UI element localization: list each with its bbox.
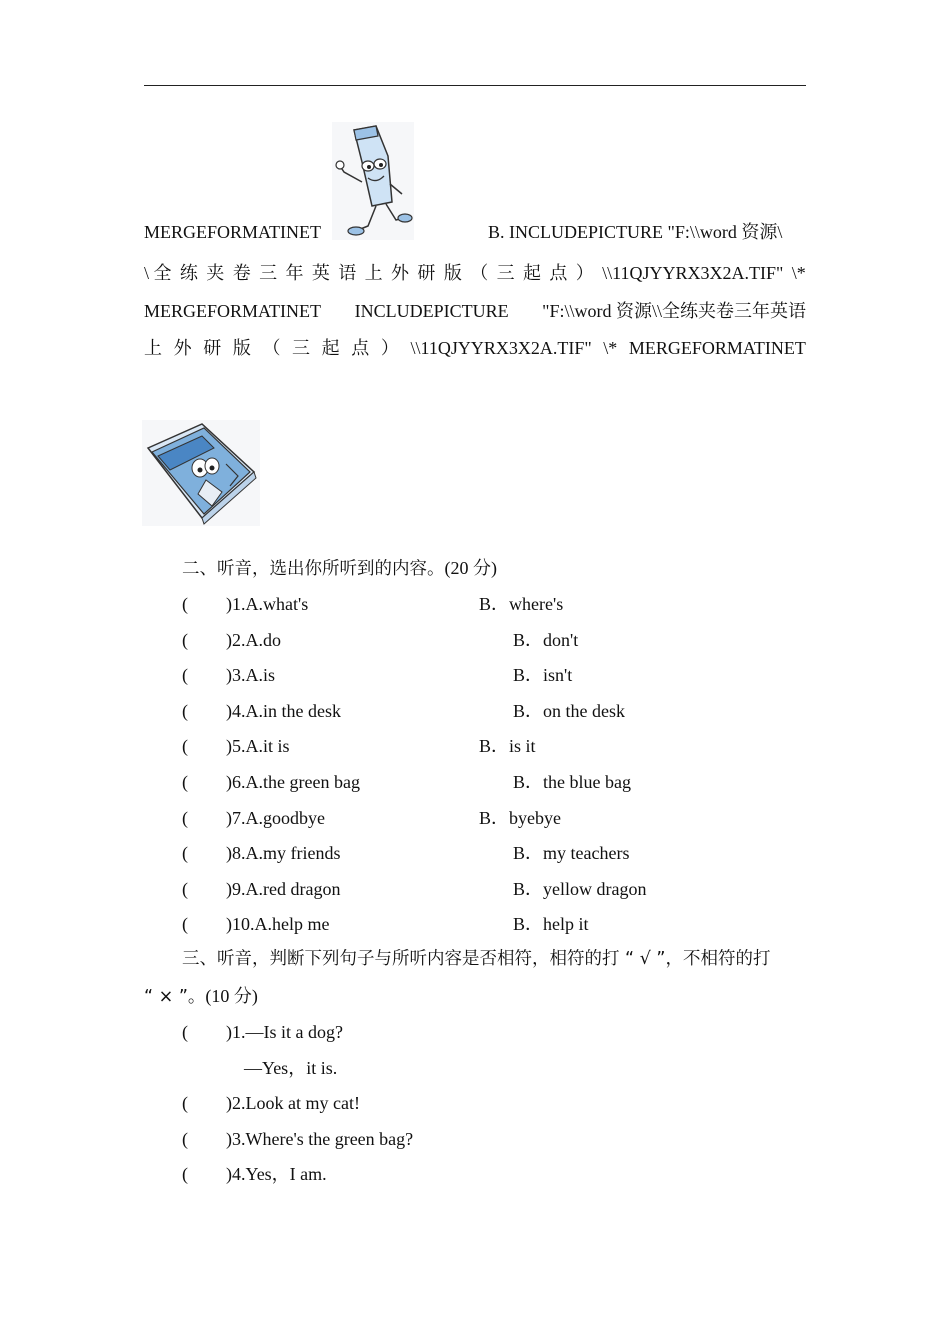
answer-blank-open-paren: ( bbox=[182, 736, 188, 757]
question-option-a: )6.A.the green bag bbox=[226, 772, 360, 792]
question-row bbox=[182, 593, 802, 615]
question-option-b: B．the blue bag bbox=[513, 772, 631, 792]
judgement-sentence: )2.Look at my cat! bbox=[226, 1093, 360, 1114]
question-option-a: )4.A.in the desk bbox=[226, 700, 341, 721]
section3-score: (10 分) bbox=[205, 986, 258, 1006]
question-option-a: )7.A.goodbye bbox=[226, 807, 325, 828]
judgement-sentence: )4.Yes，I am. bbox=[226, 1164, 327, 1185]
section3-heading-line2 bbox=[144, 985, 258, 1008]
question-row bbox=[182, 771, 802, 793]
question-option-b: B．don't bbox=[513, 629, 579, 650]
question-option-a: )8.A.my friends bbox=[226, 843, 341, 864]
field-code-line4-token: 研 bbox=[203, 338, 222, 358]
question-option-a: )1.A.what's bbox=[226, 594, 309, 614]
question-option-b: B．on the desk bbox=[513, 700, 625, 721]
question-option-a: )10.A.help me bbox=[226, 914, 330, 935]
field-code-line3-token: INCLUDEPICTURE bbox=[354, 301, 509, 321]
answer-blank-open-paren: ( bbox=[182, 594, 188, 614]
magazine-illustration bbox=[142, 420, 260, 526]
judgement-sentence: )3.Where's the green bag? bbox=[226, 1128, 414, 1149]
question-option-b: B．isn't bbox=[513, 665, 573, 686]
field-code-line4-token: 点 bbox=[351, 338, 370, 358]
field-code-line2-token: 研 bbox=[417, 263, 436, 283]
field-code-line4-token: 三 bbox=[292, 338, 311, 358]
answer-blank-open-paren: ( bbox=[182, 1093, 188, 1114]
question-row bbox=[182, 842, 802, 864]
section2-title: 二、听音，选出你所听到的内容。 bbox=[182, 559, 445, 579]
field-code-line4-token: 版 bbox=[232, 338, 251, 358]
field-code-line2-token: 夹 bbox=[206, 263, 225, 283]
section3-heading-line1 bbox=[182, 948, 770, 970]
answer-blank-open-paren: ( bbox=[182, 665, 188, 686]
field-code-line4-token: 起 bbox=[321, 338, 340, 358]
answer-blank-open-paren: ( bbox=[182, 807, 188, 828]
field-code-line3-token: MERGEFORMATINET bbox=[144, 301, 322, 321]
question-option-b: B．is it bbox=[479, 736, 536, 757]
field-code-line4-token: MERGEFORMATINET bbox=[628, 338, 806, 358]
field-code-line2-token: 练 bbox=[179, 263, 198, 283]
question-option-a: )9.A.red dragon bbox=[226, 878, 341, 899]
question-option-a: )5.A.it is bbox=[226, 736, 290, 757]
answer-blank-open-paren: ( bbox=[182, 1164, 188, 1185]
section2-score: (20 分) bbox=[444, 558, 497, 578]
field-code-line3-token: "F:\\word 资源\\全练夹卷三年英语 bbox=[542, 301, 806, 321]
field-code-line2-token: 语 bbox=[338, 263, 357, 283]
question-option-a: )3.A.is bbox=[226, 665, 275, 686]
field-code-line4-token: ） bbox=[380, 338, 399, 358]
question-option-b: B．my teachers bbox=[513, 843, 630, 864]
answer-blank-open-paren: ( bbox=[182, 1022, 188, 1042]
field-code-line-4 bbox=[144, 337, 806, 359]
question-row bbox=[182, 700, 802, 722]
question-row bbox=[182, 629, 802, 651]
question-row bbox=[182, 878, 802, 900]
field-code-line2-token: ） bbox=[575, 263, 594, 283]
section3-title-line2: “ × ”。 bbox=[144, 987, 206, 1007]
field-code-line4-token: 外 bbox=[173, 338, 192, 358]
field-code-line1-right: B. INCLUDEPICTURE "F:\\word 资源\ bbox=[488, 222, 783, 242]
judgement-sentence: )1.—Is it a dog? bbox=[226, 1022, 343, 1042]
field-code-line4-token: \* bbox=[603, 338, 618, 358]
field-code-line2-token: 卷 bbox=[232, 263, 251, 283]
field-code-line4-token: 上 bbox=[144, 338, 162, 358]
field-code-line-3 bbox=[144, 300, 806, 322]
field-code-line-2 bbox=[144, 262, 806, 284]
question-row bbox=[182, 664, 802, 686]
question-row bbox=[182, 735, 802, 757]
section2-heading bbox=[182, 557, 497, 580]
section3-title-line1: 三、听音，判断下列句子与所听内容是否相符，相符的打 “ √ ”，不相符的打 bbox=[182, 949, 771, 969]
field-code-line2-token: 点 bbox=[549, 263, 568, 283]
field-code-line4-token: \\11QJYYRX3X2A.TIF" bbox=[410, 338, 592, 358]
field-code-line2-token: 三 bbox=[496, 263, 515, 283]
answer-blank-open-paren: ( bbox=[182, 878, 188, 899]
question-option-a: )2.A.do bbox=[226, 629, 281, 650]
field-code-line2-token: （ bbox=[470, 263, 489, 283]
field-code-line2-token: \\11QJYYRX3X2A.TIF" bbox=[602, 263, 784, 283]
header-rule bbox=[144, 85, 806, 86]
field-code-line2-token: 英 bbox=[311, 263, 330, 283]
field-code-line2-token: \* bbox=[791, 263, 806, 283]
field-code-line2-token: \ 全 bbox=[144, 263, 172, 283]
answer-blank-open-paren: ( bbox=[182, 843, 188, 864]
answer-blank-open-paren: ( bbox=[182, 914, 188, 935]
field-code-line2-token: 外 bbox=[391, 263, 410, 283]
question-option-b: B．byebye bbox=[479, 807, 561, 828]
field-code-line1-left: MERGEFORMATINET bbox=[144, 222, 322, 242]
field-code-line2-token: 三 bbox=[259, 263, 278, 283]
answer-blank-open-paren: ( bbox=[182, 629, 188, 650]
answer-blank-open-paren: ( bbox=[182, 1128, 188, 1149]
field-code-line4-token: （ bbox=[262, 338, 281, 358]
field-code-line2-token: 年 bbox=[285, 263, 304, 283]
question-row bbox=[182, 913, 802, 935]
answer-blank-open-paren: ( bbox=[182, 700, 188, 721]
field-code-line2-token: 起 bbox=[522, 263, 541, 283]
dialogue-response-text: —Yes，it is. bbox=[244, 1057, 338, 1078]
question-option-b: B．where's bbox=[479, 594, 564, 614]
field-code-line2-token: 上 bbox=[364, 263, 383, 283]
field-code-line-1 bbox=[144, 221, 806, 243]
question-option-b: B．yellow dragon bbox=[513, 878, 647, 899]
question-row bbox=[182, 807, 802, 829]
answer-blank-open-paren: ( bbox=[182, 772, 188, 792]
field-code-line2-token: 版 bbox=[443, 263, 462, 283]
question-option-b: B．help it bbox=[513, 914, 589, 935]
